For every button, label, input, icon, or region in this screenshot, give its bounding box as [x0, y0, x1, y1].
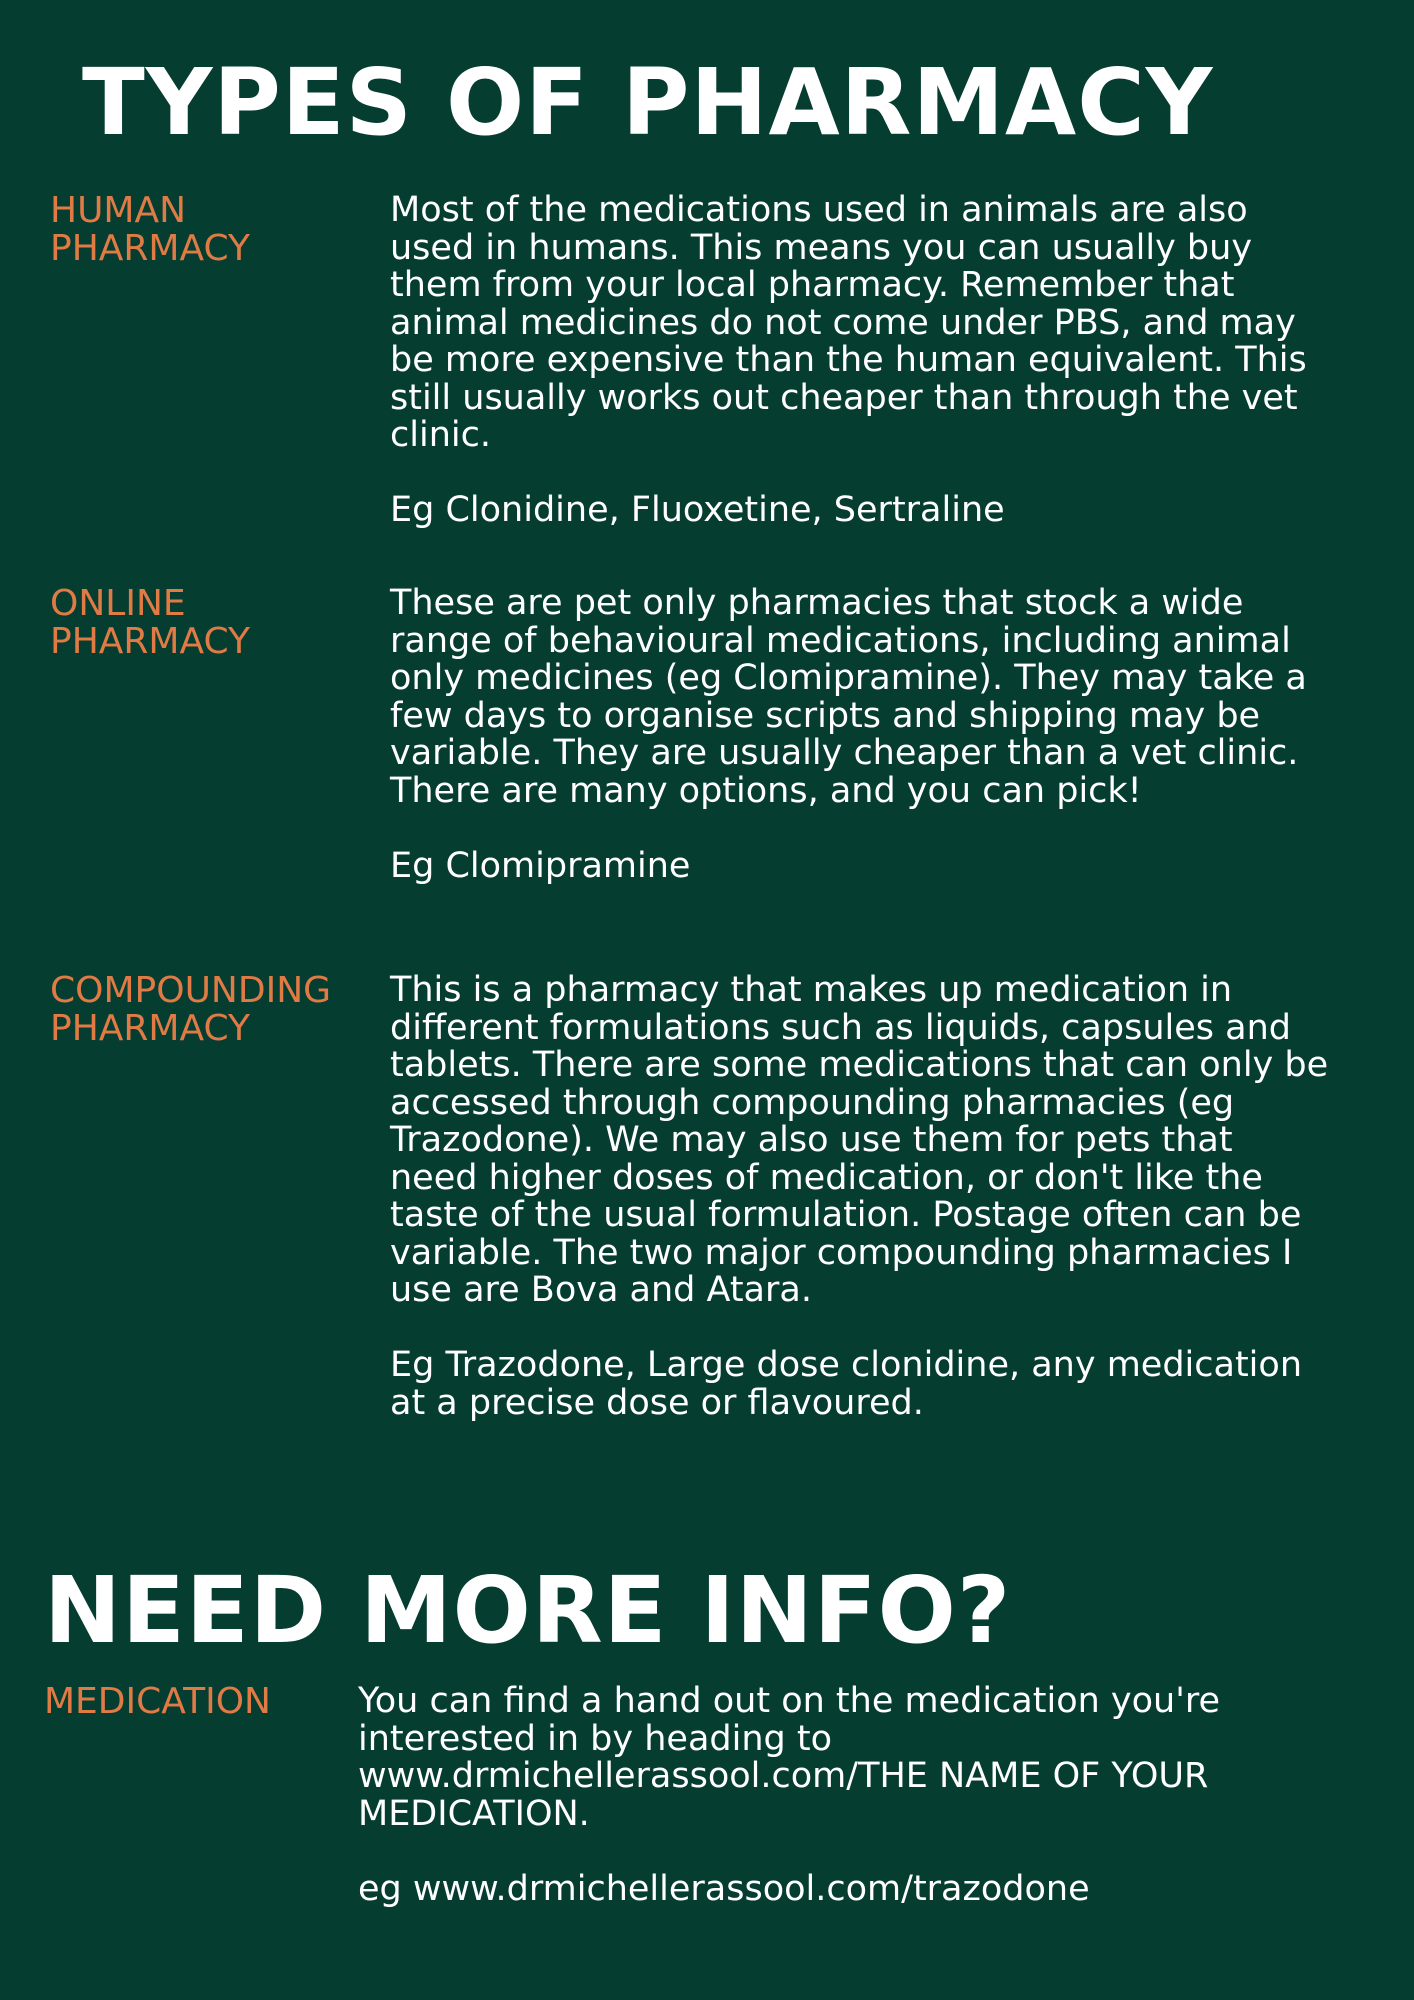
section-label: MEDICATION	[44, 1681, 271, 1722]
section-text: You can find a hand out on the medication you're interested in by heading to www.drmichellerassool.com/THE NAME OF YOUR MEDICATION.	[358, 1681, 1220, 1834]
section-body	[358, 1683, 1338, 1908]
section-example: eg www.drmichellerassool.com/trazodone	[358, 1868, 1090, 1909]
section-body	[390, 972, 1330, 1422]
section-example: Eg Clomipramine	[390, 845, 691, 886]
page-title: TYPES OF PHARMACY	[82, 49, 1214, 156]
section-label: HUMAN PHARMACY	[50, 190, 250, 269]
section-text: This is a pharmacy that makes up medication in different formulations such as liquids, capsules and tablets. There are some medications that can only be accessed through compounding pharmacies (eg Trazodone). We may also use them for pets that need higher doses of medication, or don't like the taste of the usual formulation. Postage often can be variable. The two major compounding pharmacies I use are Bova and Atara.	[390, 970, 1329, 1310]
section-body	[390, 585, 1330, 885]
info-title: NEED MORE INFO?	[44, 1557, 1012, 1664]
section-body	[390, 192, 1330, 530]
section-example: Eg Clonidine, Fluoxetine, Sertraline	[390, 490, 1005, 530]
section-label: ONLINE PHARMACY	[50, 583, 250, 662]
section-label: COMPOUNDING PHARMACY	[50, 970, 332, 1049]
section-text: These are pet only pharmacies that stock a wide range of behavioural medications, including animal only medicines (eg Clomipramine). They may take a few days to organise scripts and shipping may be variable. They are usually cheaper than a vet clinic. There are many options, and you can pick!	[390, 583, 1307, 811]
section-example: Eg Trazodone, Large dose clonidine, any medication at a precise dose or flavoured.	[390, 1345, 1302, 1423]
section-text: Most of the medications used in animals are also used in humans. This means you can usually buy them from your local pharmacy. Remember that animal medicines do not come under PBS, and may be more expensive than the human equivalent. This still usually works out cheaper than through the vet clinic.	[390, 190, 1307, 455]
